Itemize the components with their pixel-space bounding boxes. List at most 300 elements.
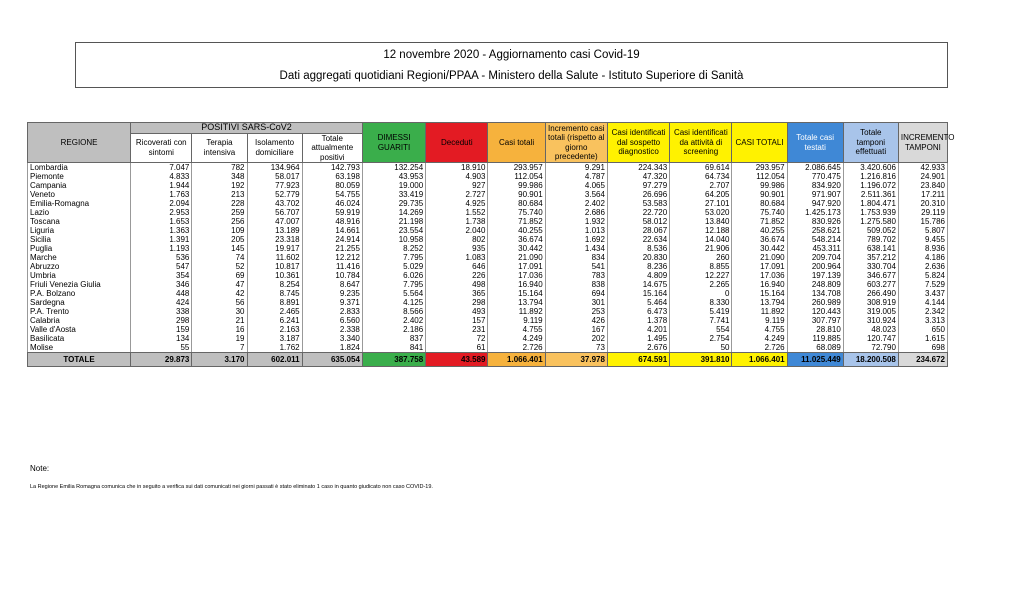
table-cell: 5.419 [670,307,732,316]
table-cell: 75.740 [488,208,545,217]
table-cell: 4.201 [607,325,669,334]
table-cell: 68.089 [787,343,843,353]
table-cell: 3.564 [545,190,607,199]
table-cell: 17.036 [732,271,787,280]
table-cell: 8.536 [607,244,669,253]
table-cell: 4.065 [545,181,607,190]
table-cell: 4.249 [732,334,787,343]
table-cell: 1.378 [607,316,669,325]
table-cell: 142.793 [302,163,362,173]
table-cell: 22.720 [607,208,669,217]
header-positivi-group: POSITIVI SARS-CoV2 [131,123,363,134]
table-cell: 19.000 [362,181,425,190]
table-cell: 2.265 [670,280,732,289]
table-cell: 547 [131,262,192,271]
header-ricoverati: Ricoverati con sintomi [131,133,192,163]
table-cell: 260 [670,253,732,262]
table-cell: 21.198 [362,217,425,226]
table-cell: 1.425.173 [787,208,843,217]
table-cell: 493 [426,307,488,316]
table-cell: 2.465 [247,307,302,316]
table-cell: 258.621 [787,226,843,235]
covid-data-table [27,122,955,367]
table-cell: 52 [192,262,247,271]
table-cell: 52.779 [247,190,302,199]
table-cell: 69 [192,271,247,280]
table-cell: 46.024 [302,199,362,208]
table-cell: 2.636 [898,262,947,271]
header-screening: Casi identificati da attività di screening [670,123,732,163]
table-cell: 6.473 [607,307,669,316]
table-cell: 90.901 [488,190,545,199]
table-cell: 2.727 [426,190,488,199]
header-incremento-tamponi: INCREMENTO TAMPONI [898,123,947,163]
table-cell: 40.255 [488,226,545,235]
table-cell: 16.940 [732,280,787,289]
table-cell: 47.320 [607,172,669,181]
table-cell: 226 [426,271,488,280]
table-cell: 834.920 [787,181,843,190]
table-cell: 12.212 [302,253,362,262]
region-name: P.A. Trento [28,307,131,316]
region-name: Lazio [28,208,131,217]
table-row [28,334,948,343]
table-cell: 548.214 [787,235,843,244]
table-cell: 17.036 [488,271,545,280]
table-cell: 319.005 [843,307,898,316]
table-cell: 293.957 [732,163,787,173]
table-cell: 2.833 [302,307,362,316]
table-cell: 298 [426,298,488,307]
table-cell: 11.602 [247,253,302,262]
table-cell: 498 [426,280,488,289]
table-cell: 4.925 [426,199,488,208]
table-cell: 426 [545,316,607,325]
table-row [28,163,948,173]
table-cell: 509.052 [843,226,898,235]
table-cell: 9.455 [898,235,947,244]
header-terapia: Terapia intensiva [192,133,247,163]
header-totale-positivi: Totale attualmente positivi [302,133,362,163]
table-cell: 72.790 [843,343,898,353]
table-cell: 58.012 [607,217,669,226]
table-cell: 21.255 [302,244,362,253]
total-cell: 635.054 [302,353,362,367]
table-cell: 536 [131,253,192,262]
table-cell: 1.193 [131,244,192,253]
table-cell: 5.807 [898,226,947,235]
table-cell: 7.741 [670,316,732,325]
table-cell: 7 [192,343,247,353]
table-cell: 2.754 [670,334,732,343]
table-row [28,298,948,307]
table-cell: 59.919 [302,208,362,217]
table-cell: 2.511.361 [843,190,898,199]
table-cell: 310.924 [843,316,898,325]
table-cell: 13.189 [247,226,302,235]
table-cell: 24.901 [898,172,947,181]
table-cell: 1.495 [607,334,669,343]
table-cell: 694 [545,289,607,298]
table-cell: 202 [545,334,607,343]
header-dimessi: DIMESSI GUARITI [362,123,425,163]
table-cell: 197.139 [787,271,843,280]
total-cell: 11.025.449 [787,353,843,367]
table-cell: 90.901 [732,190,787,199]
table-cell: 19.917 [247,244,302,253]
table-cell: 365 [426,289,488,298]
table-cell: 783 [545,271,607,280]
table-cell: 21 [192,316,247,325]
table-cell: 28.810 [787,325,843,334]
table-cell: 75.740 [732,208,787,217]
table-row [28,262,948,271]
table-cell: 53.583 [607,199,669,208]
table-cell: 213 [192,190,247,199]
table-cell: 8.330 [670,298,732,307]
table-cell: 55 [131,343,192,353]
region-name: Abruzzo [28,262,131,271]
header-regione: REGIONE [28,123,131,163]
table-cell: 80.059 [302,181,362,190]
table-cell: 838 [545,280,607,289]
table-cell: 698 [898,343,947,353]
table-cell: 1.216.816 [843,172,898,181]
table-cell: 99.986 [732,181,787,190]
table-cell: 77.923 [247,181,302,190]
table-cell: 841 [362,343,425,353]
table-cell: 2.342 [898,307,947,316]
total-cell: 674.591 [607,353,669,367]
table-cell: 224.343 [607,163,669,173]
table-row [28,343,948,353]
table-cell: 1.552 [426,208,488,217]
table-cell: 453.311 [787,244,843,253]
table-cell: 2.402 [362,316,425,325]
table-cell: 109 [192,226,247,235]
table-cell: 638.141 [843,244,898,253]
table-cell: 2.040 [426,226,488,235]
table-cell: 0 [670,289,732,298]
region-name: Lombardia [28,163,131,173]
table-cell: 830.926 [787,217,843,226]
table-cell: 541 [545,262,607,271]
table-cell: 9.119 [732,316,787,325]
table-cell: 21.906 [670,244,732,253]
table-cell: 24.914 [302,235,362,244]
table-cell: 17.091 [732,262,787,271]
table-cell: 15.164 [488,289,545,298]
header-tamponi: Totale tamponi effettuati [843,123,898,163]
page-subtitle: Dati aggregati quotidiani Regioni/PPAA - Ministero della Salute - Istituto Superiore di Sanità [279,70,744,82]
table-cell: 209.704 [787,253,843,262]
table-cell: 23.554 [362,226,425,235]
table-cell: 54.755 [302,190,362,199]
table-cell: 13.840 [670,217,732,226]
table-cell: 947.920 [787,199,843,208]
table-cell: 167 [545,325,607,334]
table-cell: 56 [192,298,247,307]
table-cell: 11.416 [302,262,362,271]
table-cell: 27.101 [670,199,732,208]
table-cell: 4.903 [426,172,488,181]
region-name: Calabria [28,316,131,325]
region-name: Puglia [28,244,131,253]
table-cell: 2.402 [545,199,607,208]
table-cell: 12.227 [670,271,732,280]
table-cell: 200.964 [787,262,843,271]
total-cell: 234.672 [898,353,947,367]
table-cell: 14.661 [302,226,362,235]
table-cell: 8.891 [247,298,302,307]
table-cell: 73 [545,343,607,353]
table-cell: 19 [192,334,247,343]
table-cell: 13.794 [488,298,545,307]
table-row [28,271,948,280]
table-cell: 1.692 [545,235,607,244]
table-cell: 36.674 [732,235,787,244]
table-cell: 8.566 [362,307,425,316]
total-cell: 43.589 [426,353,488,367]
table-row [28,280,948,289]
table-cell: 1.804.471 [843,199,898,208]
table-cell: 6.241 [247,316,302,325]
region-name: Marche [28,253,131,262]
table-cell: 782 [192,163,247,173]
table-cell: 1.932 [545,217,607,226]
region-name: Basilicata [28,334,131,343]
table-cell: 266.490 [843,289,898,298]
header-totale-testati: Totale casi testati [787,123,843,163]
table-cell: 253 [545,307,607,316]
table-cell: 16.940 [488,280,545,289]
table-cell: 348 [192,172,247,181]
total-cell: 3.170 [192,353,247,367]
table-cell: 17.211 [898,190,947,199]
table-cell: 112.054 [488,172,545,181]
region-name: Liguria [28,226,131,235]
table-cell: 256 [192,217,247,226]
total-cell: 29.873 [131,353,192,367]
table-cell: 8.252 [362,244,425,253]
table-cell: 64.734 [670,172,732,181]
table-cell: 1.653 [131,217,192,226]
table-cell: 30.442 [732,244,787,253]
table-cell: 554 [670,325,732,334]
region-name: Campania [28,181,131,190]
header-casi-totali-2: CASI TOTALI [732,123,787,163]
table-cell: 3.420.606 [843,163,898,173]
table-cell: 20.310 [898,199,947,208]
table-cell: 338 [131,307,192,316]
table-cell: 7.529 [898,280,947,289]
region-name: Piemonte [28,172,131,181]
region-name: Molise [28,343,131,353]
table-cell: 5.464 [607,298,669,307]
table-cell: 7.795 [362,253,425,262]
table-cell: 4.755 [488,325,545,334]
table-cell: 770.475 [787,172,843,181]
table-cell: 69.614 [670,163,732,173]
table-cell: 22.634 [607,235,669,244]
table-cell: 64.205 [670,190,732,199]
table-cell: 26.696 [607,190,669,199]
region-name: Umbria [28,271,131,280]
table-cell: 927 [426,181,488,190]
table-cell: 789.702 [843,235,898,244]
table-cell: 2.726 [488,343,545,353]
table-cell: 33.419 [362,190,425,199]
table-cell: 10.817 [247,262,302,271]
table-cell: 2.086.645 [787,163,843,173]
table-cell: 346 [131,280,192,289]
table-cell: 834 [545,253,607,262]
table-row [28,235,948,244]
table-cell: 15.786 [898,217,947,226]
table-cell: 231 [426,325,488,334]
table-cell: 72 [426,334,488,343]
region-name: Friuli Venezia Giulia [28,280,131,289]
table-cell: 2.094 [131,199,192,208]
table-cell: 42 [192,289,247,298]
table-cell: 5.824 [898,271,947,280]
table-cell: 2.686 [545,208,607,217]
table-cell: 1.738 [426,217,488,226]
region-name: P.A. Bolzano [28,289,131,298]
table-cell: 2.726 [732,343,787,353]
table-cell: 205 [192,235,247,244]
table-cell: 50 [670,343,732,353]
table-cell: 2.953 [131,208,192,217]
table-cell: 134 [131,334,192,343]
table-cell: 8.936 [898,244,947,253]
header-casi-totali: Casi totali [488,123,545,163]
table-cell: 159 [131,325,192,334]
table-cell: 4.833 [131,172,192,181]
table-cell: 6.560 [302,316,362,325]
table-cell: 15.164 [607,289,669,298]
table-cell: 14.269 [362,208,425,217]
table-cell: 5.029 [362,262,425,271]
table-cell: 53.020 [670,208,732,217]
total-cell: 391.810 [670,353,732,367]
table-cell: 971.907 [787,190,843,199]
table-cell: 134.964 [247,163,302,173]
table-cell: 10.784 [302,271,362,280]
table-cell: 13.794 [732,298,787,307]
region-name: Sardegna [28,298,131,307]
header-incremento-casi: Incremento casi totali (rispetto al giorno precedente) [545,123,607,163]
table-cell: 4.809 [607,271,669,280]
table-cell: 2.338 [302,325,362,334]
total-cell: 1.066.401 [732,353,787,367]
table-cell: 71.852 [488,217,545,226]
table-cell: 112.054 [732,172,787,181]
total-label: TOTALE [28,353,131,367]
table-row [28,253,948,262]
table-cell: 61 [426,343,488,353]
table-cell: 357.212 [843,253,898,262]
table-cell: 1.363 [131,226,192,235]
table-cell: 4.144 [898,298,947,307]
table-cell: 1.763 [131,190,192,199]
region-name: Sicilia [28,235,131,244]
table-cell: 1.615 [898,334,947,343]
region-name: Valle d'Aosta [28,325,131,334]
table-cell: 646 [426,262,488,271]
table-cell: 346.677 [843,271,898,280]
table-cell: 7.047 [131,163,192,173]
table-cell: 14.040 [670,235,732,244]
table-cell: 23.840 [898,181,947,190]
table-cell: 8.254 [247,280,302,289]
table-cell: 120.443 [787,307,843,316]
table-cell: 9.119 [488,316,545,325]
table-cell: 9.371 [302,298,362,307]
total-cell: 602.011 [247,353,302,367]
table-cell: 23.318 [247,235,302,244]
table-cell: 56.707 [247,208,302,217]
table-row [28,172,948,181]
table-cell: 4.186 [898,253,947,262]
table-cell: 248.809 [787,280,843,289]
region-name: Veneto [28,190,131,199]
table-cell: 9.235 [302,289,362,298]
table-cell: 837 [362,334,425,343]
title-box [75,42,948,88]
table-cell: 1.083 [426,253,488,262]
table-cell: 8.236 [607,262,669,271]
table-cell: 10.958 [362,235,425,244]
table-cell: 4.125 [362,298,425,307]
table-cell: 935 [426,244,488,253]
table-cell: 8.647 [302,280,362,289]
table-cell: 301 [545,298,607,307]
table-row [28,181,948,190]
table-cell: 1.434 [545,244,607,253]
table-cell: 29.119 [898,208,947,217]
page-title: 12 novembre 2020 - Aggiornamento casi Covid-19 [383,49,640,61]
total-cell: 18.200.508 [843,353,898,367]
table-cell: 6.026 [362,271,425,280]
table-cell: 20.830 [607,253,669,262]
table-cell: 4.787 [545,172,607,181]
table-cell: 30 [192,307,247,316]
notes-label: Note: [30,464,50,473]
total-cell: 37.978 [545,353,607,367]
table-cell: 298 [131,316,192,325]
table-cell: 28.067 [607,226,669,235]
table-cell: 802 [426,235,488,244]
table-cell: 603.277 [843,280,898,289]
table-cell: 2.163 [247,325,302,334]
table-cell: 18.910 [426,163,488,173]
table-cell: 134.708 [787,289,843,298]
table-cell: 293.957 [488,163,545,173]
table-cell: 157 [426,316,488,325]
header-sospetto-diagnostico: Casi identificati dal sospetto diagnostico [607,123,669,163]
region-name: Toscana [28,217,131,226]
table-cell: 11.892 [732,307,787,316]
table-cell: 16 [192,325,247,334]
table-row [28,190,948,199]
region-name: Emilia-Romagna [28,199,131,208]
table-row [28,316,948,325]
table-cell: 63.198 [302,172,362,181]
table-cell: 3.437 [898,289,947,298]
table-cell: 7.795 [362,280,425,289]
table-cell: 5.564 [362,289,425,298]
